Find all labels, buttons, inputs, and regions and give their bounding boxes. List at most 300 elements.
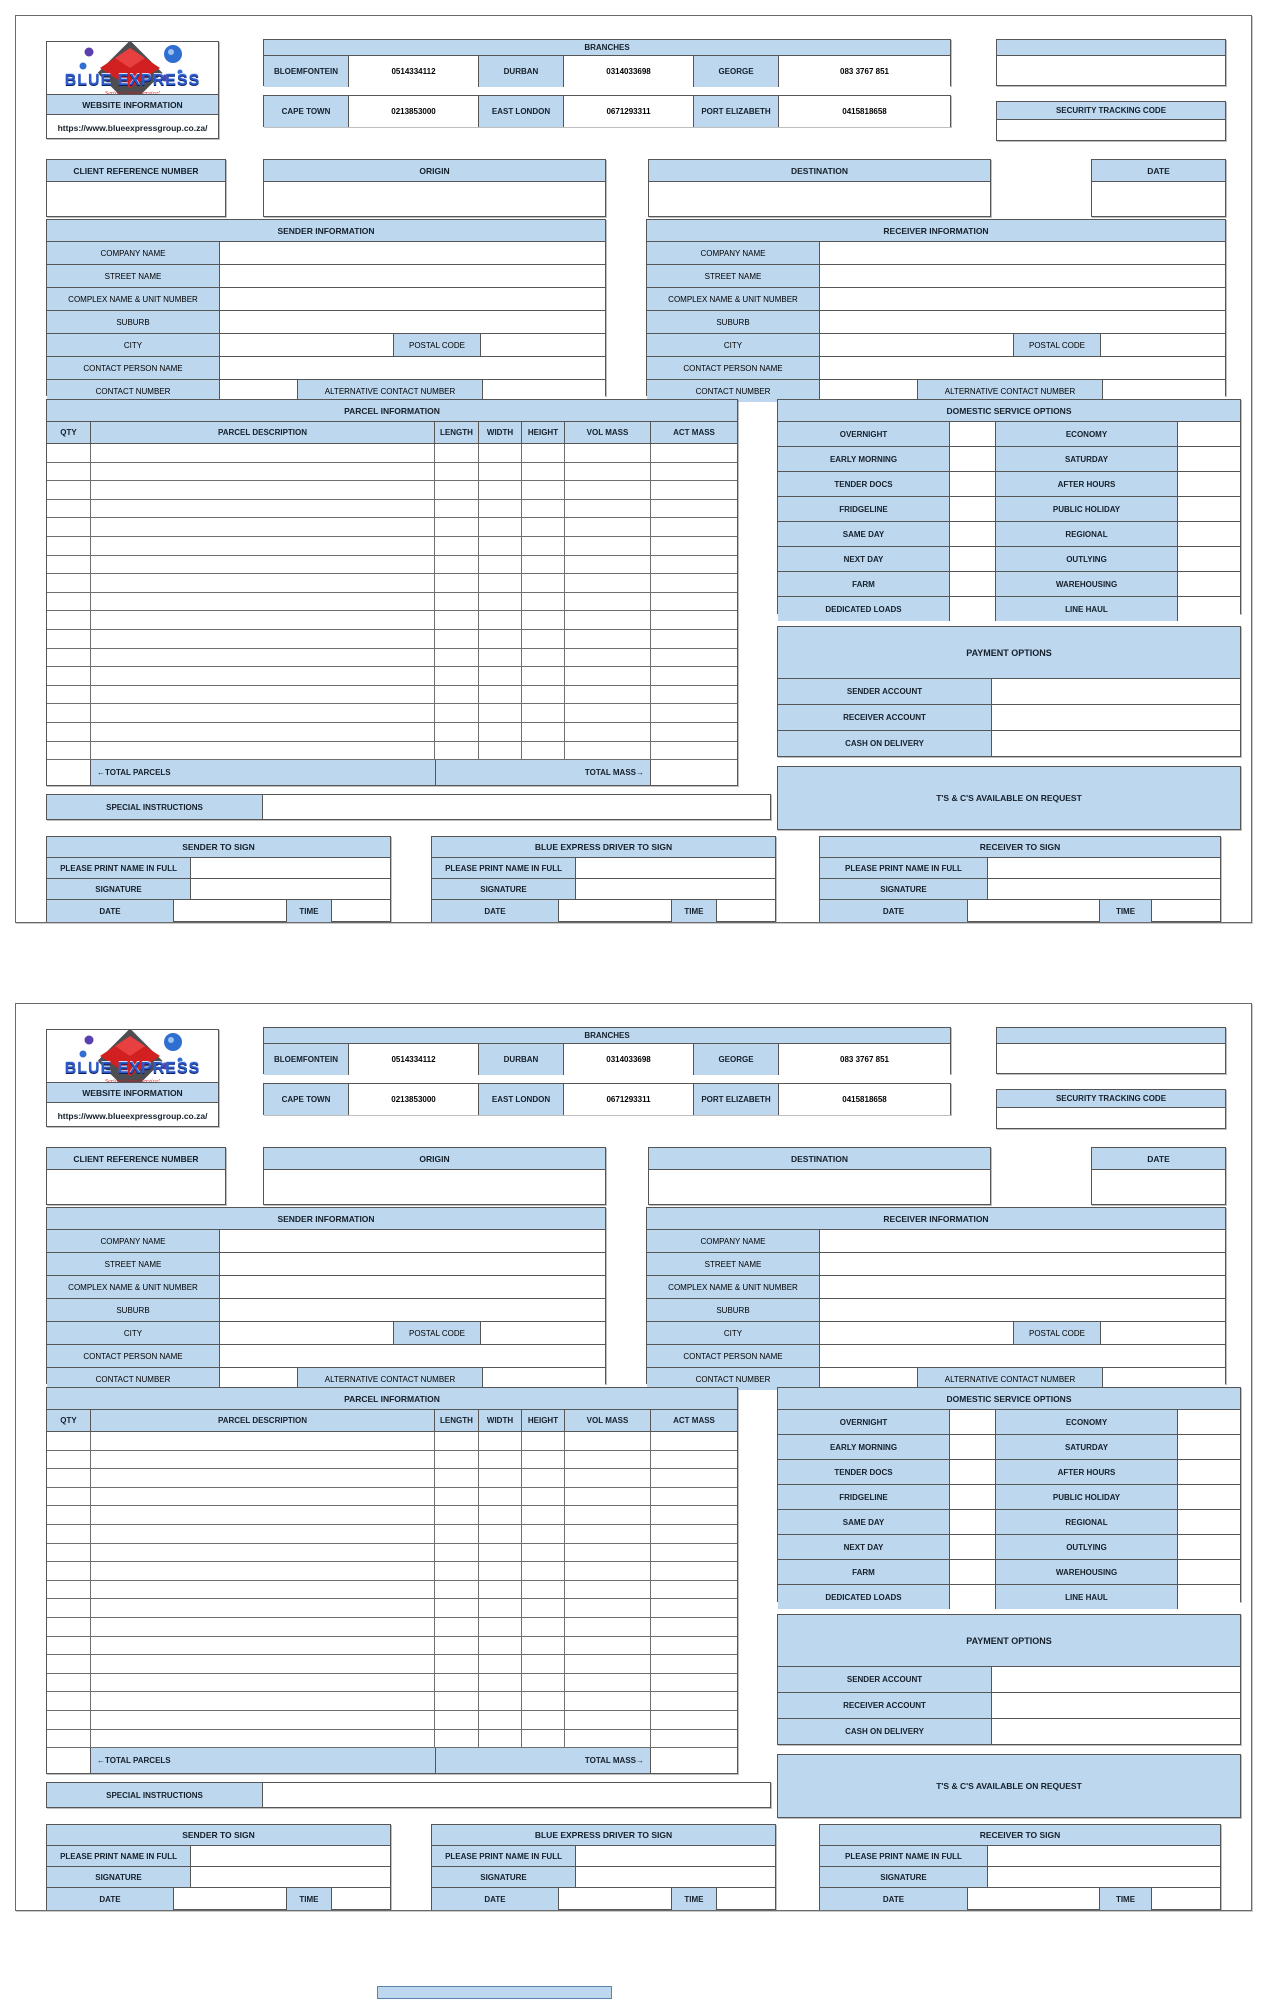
parcel-cell[interactable] xyxy=(565,1451,651,1469)
parcel-cell[interactable] xyxy=(91,630,435,648)
signature-field[interactable] xyxy=(988,879,1220,899)
time-field[interactable] xyxy=(1152,900,1220,922)
parcel-cell[interactable] xyxy=(479,723,522,741)
suburb-field[interactable] xyxy=(220,311,605,333)
parcel-cell[interactable] xyxy=(47,593,91,611)
print-name-field[interactable] xyxy=(988,1846,1220,1866)
parcel-cell[interactable] xyxy=(479,593,522,611)
parcel-cell[interactable] xyxy=(522,649,565,667)
parcel-cell[interactable] xyxy=(91,1674,435,1692)
parcel-cell[interactable] xyxy=(435,1674,479,1692)
total-mass-field[interactable] xyxy=(651,1748,737,1773)
receiver-account-checkbox[interactable] xyxy=(992,1693,1240,1718)
contact-person-field[interactable] xyxy=(820,1345,1225,1367)
parcel-cell[interactable] xyxy=(47,723,91,741)
parcel-cell[interactable] xyxy=(435,1488,479,1506)
parcel-cell[interactable] xyxy=(565,1692,651,1710)
security-tracking-field[interactable] xyxy=(997,120,1225,141)
parcel-cell[interactable] xyxy=(522,1674,565,1692)
parcel-cell[interactable] xyxy=(435,1599,479,1617)
parcel-cell[interactable] xyxy=(47,630,91,648)
signature-field[interactable] xyxy=(191,1867,390,1887)
parcel-cell[interactable] xyxy=(91,723,435,741)
parcel-cell[interactable] xyxy=(91,1506,435,1524)
parcel-cell[interactable] xyxy=(91,556,435,574)
origin-field[interactable] xyxy=(264,182,605,217)
parcel-cell[interactable] xyxy=(47,1432,91,1450)
parcel-cell[interactable] xyxy=(651,1730,737,1748)
parcel-cell[interactable] xyxy=(435,1451,479,1469)
parcel-cell[interactable] xyxy=(565,593,651,611)
service-option-checkbox[interactable] xyxy=(1178,472,1240,496)
receiver-account-checkbox[interactable] xyxy=(992,705,1240,730)
parcel-cell[interactable] xyxy=(47,667,91,685)
parcel-cell[interactable] xyxy=(651,1451,737,1469)
parcel-cell[interactable] xyxy=(522,1469,565,1487)
parcel-cell[interactable] xyxy=(47,500,91,518)
sender-account-checkbox[interactable] xyxy=(992,679,1240,704)
website-url[interactable]: https://www.blueexpressgroup.co.za/ xyxy=(57,1110,208,1121)
parcel-cell[interactable] xyxy=(435,463,479,481)
parcel-cell[interactable] xyxy=(522,1730,565,1748)
parcel-cell[interactable] xyxy=(435,444,479,462)
parcel-cell[interactable] xyxy=(651,574,737,592)
parcel-cell[interactable] xyxy=(522,611,565,629)
parcel-cell[interactable] xyxy=(91,1637,435,1655)
parcel-cell[interactable] xyxy=(479,686,522,704)
postal-code-field[interactable] xyxy=(481,334,605,356)
parcel-cell[interactable] xyxy=(435,593,479,611)
parcel-cell[interactable] xyxy=(651,556,737,574)
parcel-cell[interactable] xyxy=(479,1637,522,1655)
total-qty-field[interactable] xyxy=(47,1748,91,1773)
parcel-cell[interactable] xyxy=(91,704,435,722)
parcel-cell[interactable] xyxy=(565,742,651,760)
special-instructions-field[interactable] xyxy=(263,1783,770,1807)
parcel-cell[interactable] xyxy=(651,1562,737,1580)
service-option-checkbox[interactable] xyxy=(1178,1410,1240,1434)
service-option-checkbox[interactable] xyxy=(950,1535,996,1559)
parcel-cell[interactable] xyxy=(651,1674,737,1692)
complex-unit-field[interactable] xyxy=(820,1276,1225,1298)
destination-field[interactable] xyxy=(649,1170,990,1205)
parcel-cell[interactable] xyxy=(522,1637,565,1655)
parcel-cell[interactable] xyxy=(522,1711,565,1729)
parcel-cell[interactable] xyxy=(47,537,91,555)
parcel-cell[interactable] xyxy=(435,518,479,536)
parcel-cell[interactable] xyxy=(479,481,522,499)
city-field[interactable] xyxy=(220,334,393,356)
service-option-checkbox[interactable] xyxy=(1178,1460,1240,1484)
parcel-cell[interactable] xyxy=(522,444,565,462)
parcel-cell[interactable] xyxy=(91,1451,435,1469)
parcel-cell[interactable] xyxy=(565,1432,651,1450)
parcel-cell[interactable] xyxy=(435,1544,479,1562)
parcel-cell[interactable] xyxy=(565,723,651,741)
parcel-cell[interactable] xyxy=(47,649,91,667)
parcel-cell[interactable] xyxy=(47,1618,91,1636)
service-option-checkbox[interactable] xyxy=(1178,1560,1240,1584)
parcel-cell[interactable] xyxy=(47,1711,91,1729)
parcel-cell[interactable] xyxy=(651,1432,737,1450)
parcel-cell[interactable] xyxy=(435,1469,479,1487)
parcel-cell[interactable] xyxy=(565,1562,651,1580)
parcel-cell[interactable] xyxy=(91,1488,435,1506)
suburb-field[interactable] xyxy=(820,311,1225,333)
parcel-cell[interactable] xyxy=(47,1692,91,1710)
date-field[interactable] xyxy=(174,900,287,922)
parcel-cell[interactable] xyxy=(651,1469,737,1487)
parcel-cell[interactable] xyxy=(522,463,565,481)
date-field[interactable] xyxy=(559,1888,672,1910)
service-option-checkbox[interactable] xyxy=(1178,1435,1240,1459)
parcel-cell[interactable] xyxy=(565,611,651,629)
suburb-field[interactable] xyxy=(220,1299,605,1321)
service-option-checkbox[interactable] xyxy=(950,1435,996,1459)
parcel-cell[interactable] xyxy=(435,1432,479,1450)
parcel-cell[interactable] xyxy=(479,1692,522,1710)
parcel-cell[interactable] xyxy=(435,1562,479,1580)
print-name-field[interactable] xyxy=(191,858,390,878)
service-option-checkbox[interactable] xyxy=(950,1510,996,1534)
parcel-cell[interactable] xyxy=(565,1730,651,1748)
parcel-cell[interactable] xyxy=(435,500,479,518)
parcel-cell[interactable] xyxy=(565,686,651,704)
signature-field[interactable] xyxy=(576,879,775,899)
cash-on-delivery-checkbox[interactable] xyxy=(992,731,1240,756)
parcel-cell[interactable] xyxy=(479,1544,522,1562)
parcel-cell[interactable] xyxy=(565,1655,651,1673)
street-name-field[interactable] xyxy=(820,1253,1225,1275)
parcel-cell[interactable] xyxy=(565,444,651,462)
parcel-cell[interactable] xyxy=(479,1618,522,1636)
time-field[interactable] xyxy=(717,1888,775,1910)
parcel-cell[interactable] xyxy=(565,518,651,536)
parcel-cell[interactable] xyxy=(479,667,522,685)
parcel-cell[interactable] xyxy=(651,686,737,704)
parcel-cell[interactable] xyxy=(91,1544,435,1562)
parcel-cell[interactable] xyxy=(522,537,565,555)
parcel-cell[interactable] xyxy=(435,723,479,741)
parcel-cell[interactable] xyxy=(435,611,479,629)
parcel-cell[interactable] xyxy=(651,444,737,462)
parcel-cell[interactable] xyxy=(651,1655,737,1673)
parcel-cell[interactable] xyxy=(479,1525,522,1543)
street-name-field[interactable] xyxy=(220,1253,605,1275)
postal-code-field[interactable] xyxy=(1101,1322,1225,1344)
parcel-cell[interactable] xyxy=(91,686,435,704)
service-option-checkbox[interactable] xyxy=(1178,572,1240,596)
parcel-cell[interactable] xyxy=(91,667,435,685)
parcel-cell[interactable] xyxy=(47,1637,91,1655)
service-option-checkbox[interactable] xyxy=(950,422,996,446)
parcel-cell[interactable] xyxy=(522,686,565,704)
parcel-cell[interactable] xyxy=(522,1488,565,1506)
parcel-cell[interactable] xyxy=(479,463,522,481)
parcel-cell[interactable] xyxy=(565,1525,651,1543)
service-option-checkbox[interactable] xyxy=(950,447,996,471)
complex-unit-field[interactable] xyxy=(820,288,1225,310)
parcel-cell[interactable] xyxy=(47,686,91,704)
parcel-cell[interactable] xyxy=(91,574,435,592)
parcel-cell[interactable] xyxy=(91,593,435,611)
parcel-cell[interactable] xyxy=(565,463,651,481)
parcel-cell[interactable] xyxy=(522,1432,565,1450)
service-option-checkbox[interactable] xyxy=(1178,497,1240,521)
parcel-cell[interactable] xyxy=(479,1506,522,1524)
parcel-cell[interactable] xyxy=(565,1618,651,1636)
parcel-cell[interactable] xyxy=(522,1599,565,1617)
parcel-cell[interactable] xyxy=(565,500,651,518)
parcel-cell[interactable] xyxy=(91,1655,435,1673)
top-right-box-field[interactable] xyxy=(997,56,1225,87)
parcel-cell[interactable] xyxy=(91,1599,435,1617)
company-name-field[interactable] xyxy=(820,242,1225,264)
parcel-cell[interactable] xyxy=(91,611,435,629)
parcel-cell[interactable] xyxy=(91,1692,435,1710)
parcel-cell[interactable] xyxy=(522,1618,565,1636)
parcel-cell[interactable] xyxy=(479,742,522,760)
parcel-cell[interactable] xyxy=(435,1525,479,1543)
parcel-cell[interactable] xyxy=(47,1730,91,1748)
date-field[interactable] xyxy=(968,900,1100,922)
service-option-checkbox[interactable] xyxy=(950,547,996,571)
complex-unit-field[interactable] xyxy=(220,288,605,310)
parcel-cell[interactable] xyxy=(435,649,479,667)
parcel-cell[interactable] xyxy=(479,704,522,722)
date-field[interactable] xyxy=(174,1888,287,1910)
parcel-cell[interactable] xyxy=(47,1674,91,1692)
parcel-cell[interactable] xyxy=(522,593,565,611)
parcel-cell[interactable] xyxy=(91,1469,435,1487)
service-option-checkbox[interactable] xyxy=(1178,1485,1240,1509)
parcel-cell[interactable] xyxy=(479,537,522,555)
service-option-checkbox[interactable] xyxy=(950,522,996,546)
date-field[interactable] xyxy=(968,1888,1100,1910)
date-field[interactable] xyxy=(559,900,672,922)
sender-account-checkbox[interactable] xyxy=(992,1667,1240,1692)
parcel-cell[interactable] xyxy=(435,574,479,592)
parcel-cell[interactable] xyxy=(91,649,435,667)
parcel-cell[interactable] xyxy=(651,1506,737,1524)
parcel-cell[interactable] xyxy=(565,1674,651,1692)
parcel-cell[interactable] xyxy=(435,667,479,685)
city-field[interactable] xyxy=(820,334,1013,356)
parcel-cell[interactable] xyxy=(565,574,651,592)
parcel-cell[interactable] xyxy=(47,1525,91,1543)
parcel-cell[interactable] xyxy=(522,518,565,536)
company-name-field[interactable] xyxy=(820,1230,1225,1252)
parcel-cell[interactable] xyxy=(47,1562,91,1580)
total-qty-field[interactable] xyxy=(47,760,91,785)
parcel-cell[interactable] xyxy=(91,463,435,481)
parcel-cell[interactable] xyxy=(565,556,651,574)
parcel-cell[interactable] xyxy=(91,537,435,555)
parcel-cell[interactable] xyxy=(565,704,651,722)
time-field[interactable] xyxy=(332,1888,390,1910)
parcel-cell[interactable] xyxy=(435,556,479,574)
parcel-cell[interactable] xyxy=(47,742,91,760)
company-name-field[interactable] xyxy=(220,1230,605,1252)
parcel-cell[interactable] xyxy=(435,1618,479,1636)
parcel-cell[interactable] xyxy=(565,481,651,499)
parcel-cell[interactable] xyxy=(47,1488,91,1506)
contact-person-field[interactable] xyxy=(220,1345,605,1367)
parcel-cell[interactable] xyxy=(479,1711,522,1729)
parcel-cell[interactable] xyxy=(435,742,479,760)
parcel-cell[interactable] xyxy=(479,1432,522,1450)
print-name-field[interactable] xyxy=(191,1846,390,1866)
client-reference-field[interactable] xyxy=(47,1170,225,1205)
parcel-cell[interactable] xyxy=(651,630,737,648)
parcel-cell[interactable] xyxy=(47,556,91,574)
parcel-cell[interactable] xyxy=(651,611,737,629)
parcel-cell[interactable] xyxy=(435,704,479,722)
print-name-field[interactable] xyxy=(576,1846,775,1866)
service-option-checkbox[interactable] xyxy=(950,1585,996,1609)
parcel-cell[interactable] xyxy=(522,742,565,760)
service-option-checkbox[interactable] xyxy=(1178,1510,1240,1534)
parcel-cell[interactable] xyxy=(522,481,565,499)
parcel-cell[interactable] xyxy=(91,518,435,536)
parcel-cell[interactable] xyxy=(522,1525,565,1543)
suburb-field[interactable] xyxy=(820,1299,1225,1321)
parcel-cell[interactable] xyxy=(435,1692,479,1710)
parcel-cell[interactable] xyxy=(47,1469,91,1487)
street-name-field[interactable] xyxy=(220,265,605,287)
service-option-checkbox[interactable] xyxy=(950,1410,996,1434)
parcel-cell[interactable] xyxy=(435,1581,479,1599)
postal-code-field[interactable] xyxy=(481,1322,605,1344)
parcel-cell[interactable] xyxy=(479,574,522,592)
parcel-cell[interactable] xyxy=(565,1488,651,1506)
parcel-cell[interactable] xyxy=(91,500,435,518)
city-field[interactable] xyxy=(820,1322,1013,1344)
contact-person-field[interactable] xyxy=(820,357,1225,379)
parcel-cell[interactable] xyxy=(522,556,565,574)
parcel-cell[interactable] xyxy=(479,1488,522,1506)
parcel-cell[interactable] xyxy=(479,444,522,462)
parcel-cell[interactable] xyxy=(91,1711,435,1729)
parcel-cell[interactable] xyxy=(91,1581,435,1599)
time-field[interactable] xyxy=(717,900,775,922)
parcel-cell[interactable] xyxy=(522,1692,565,1710)
parcel-cell[interactable] xyxy=(47,444,91,462)
parcel-cell[interactable] xyxy=(479,1581,522,1599)
service-option-checkbox[interactable] xyxy=(950,1460,996,1484)
parcel-cell[interactable] xyxy=(651,1637,737,1655)
parcel-cell[interactable] xyxy=(522,667,565,685)
parcel-cell[interactable] xyxy=(47,1451,91,1469)
client-reference-field[interactable] xyxy=(47,182,225,217)
street-name-field[interactable] xyxy=(820,265,1225,287)
service-option-checkbox[interactable] xyxy=(950,1560,996,1584)
parcel-cell[interactable] xyxy=(479,500,522,518)
parcel-cell[interactable] xyxy=(565,630,651,648)
parcel-cell[interactable] xyxy=(91,1562,435,1580)
service-option-checkbox[interactable] xyxy=(1178,1535,1240,1559)
parcel-cell[interactable] xyxy=(565,1711,651,1729)
parcel-cell[interactable] xyxy=(565,537,651,555)
parcel-cell[interactable] xyxy=(651,1544,737,1562)
parcel-cell[interactable] xyxy=(47,518,91,536)
parcel-cell[interactable] xyxy=(565,649,651,667)
city-field[interactable] xyxy=(220,1322,393,1344)
service-option-checkbox[interactable] xyxy=(950,572,996,596)
parcel-cell[interactable] xyxy=(565,1581,651,1599)
parcel-cell[interactable] xyxy=(522,1655,565,1673)
parcel-cell[interactable] xyxy=(435,481,479,499)
service-option-checkbox[interactable] xyxy=(1178,522,1240,546)
parcel-cell[interactable] xyxy=(91,1525,435,1543)
parcel-cell[interactable] xyxy=(651,1599,737,1617)
cash-on-delivery-checkbox[interactable] xyxy=(992,1719,1240,1744)
special-instructions-field[interactable] xyxy=(263,795,770,819)
parcel-cell[interactable] xyxy=(522,1562,565,1580)
parcel-cell[interactable] xyxy=(91,1432,435,1450)
signature-field[interactable] xyxy=(576,1867,775,1887)
service-option-checkbox[interactable] xyxy=(1178,447,1240,471)
time-field[interactable] xyxy=(1152,1888,1220,1910)
parcel-cell[interactable] xyxy=(91,444,435,462)
destination-field[interactable] xyxy=(649,182,990,217)
service-option-checkbox[interactable] xyxy=(950,497,996,521)
service-option-checkbox[interactable] xyxy=(1178,597,1240,621)
parcel-cell[interactable] xyxy=(479,1674,522,1692)
parcel-cell[interactable] xyxy=(435,1637,479,1655)
parcel-cell[interactable] xyxy=(565,1599,651,1617)
parcel-cell[interactable] xyxy=(91,742,435,760)
parcel-cell[interactable] xyxy=(479,1562,522,1580)
parcel-cell[interactable] xyxy=(651,742,737,760)
parcel-cell[interactable] xyxy=(435,537,479,555)
parcel-cell[interactable] xyxy=(435,1655,479,1673)
parcel-cell[interactable] xyxy=(47,463,91,481)
parcel-cell[interactable] xyxy=(565,667,651,685)
parcel-cell[interactable] xyxy=(651,1618,737,1636)
parcel-cell[interactable] xyxy=(479,1451,522,1469)
parcel-cell[interactable] xyxy=(435,1711,479,1729)
parcel-cell[interactable] xyxy=(651,1711,737,1729)
parcel-cell[interactable] xyxy=(522,1544,565,1562)
service-option-checkbox[interactable] xyxy=(1178,547,1240,571)
parcel-cell[interactable] xyxy=(91,481,435,499)
top-right-box-field[interactable] xyxy=(997,1044,1225,1075)
parcel-cell[interactable] xyxy=(479,630,522,648)
parcel-cell[interactable] xyxy=(565,1637,651,1655)
postal-code-field[interactable] xyxy=(1101,334,1225,356)
parcel-cell[interactable] xyxy=(651,537,737,555)
parcel-cell[interactable] xyxy=(565,1544,651,1562)
website-url[interactable]: https://www.blueexpressgroup.co.za/ xyxy=(57,122,208,133)
date-field[interactable] xyxy=(1092,182,1225,217)
parcel-cell[interactable] xyxy=(651,723,737,741)
origin-field[interactable] xyxy=(264,1170,605,1205)
parcel-cell[interactable] xyxy=(91,1730,435,1748)
parcel-cell[interactable] xyxy=(47,1506,91,1524)
parcel-cell[interactable] xyxy=(651,1488,737,1506)
parcel-cell[interactable] xyxy=(479,1730,522,1748)
parcel-cell[interactable] xyxy=(651,649,737,667)
company-name-field[interactable] xyxy=(220,242,605,264)
parcel-cell[interactable] xyxy=(47,574,91,592)
service-option-checkbox[interactable] xyxy=(950,597,996,621)
parcel-cell[interactable] xyxy=(522,1506,565,1524)
parcel-cell[interactable] xyxy=(565,1506,651,1524)
time-field[interactable] xyxy=(332,900,390,922)
parcel-cell[interactable] xyxy=(435,630,479,648)
parcel-cell[interactable] xyxy=(47,1655,91,1673)
